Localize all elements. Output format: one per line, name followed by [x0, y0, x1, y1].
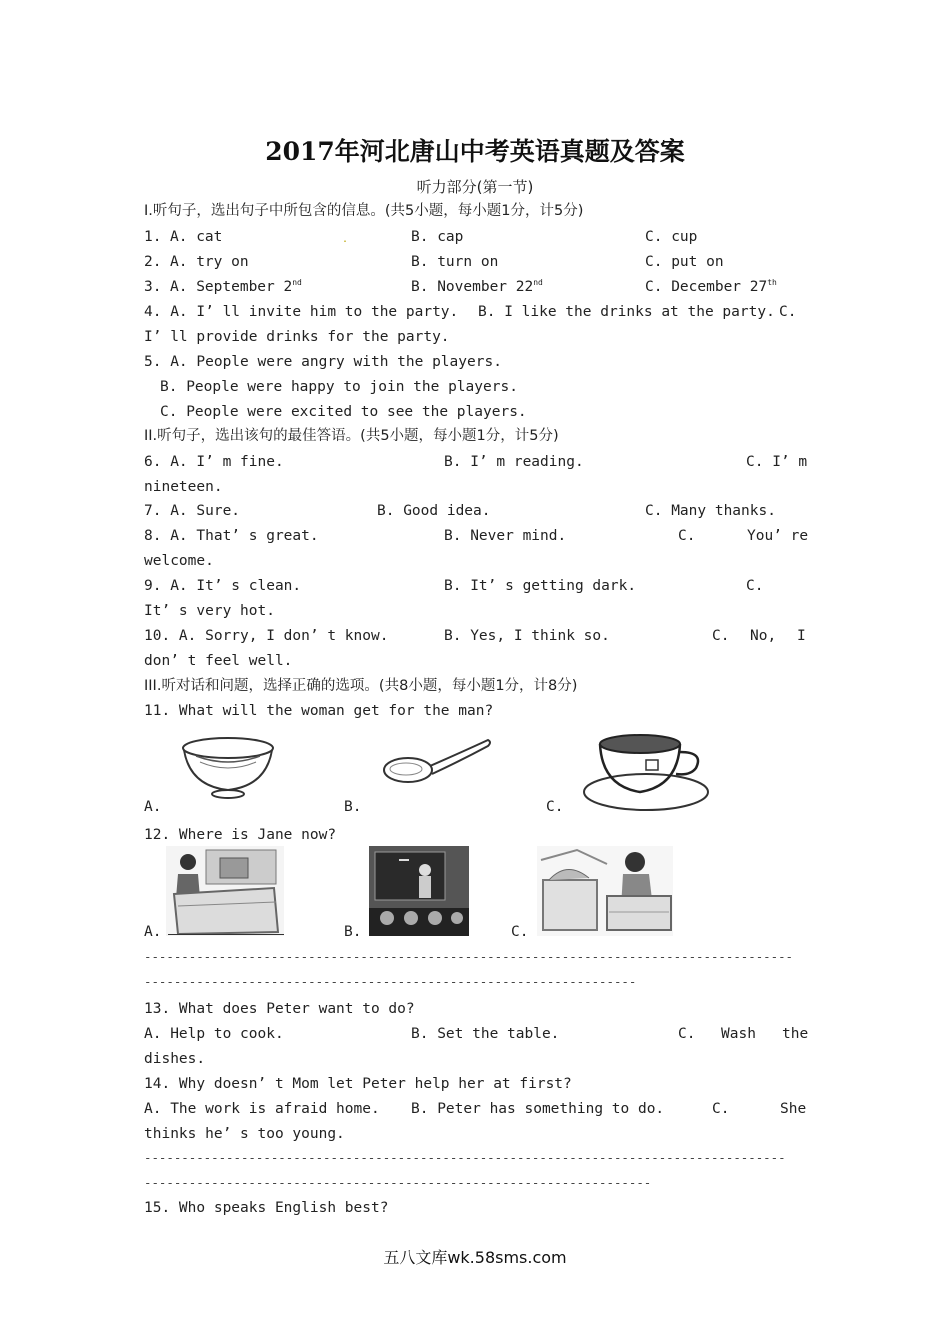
spoon-icon — [382, 736, 494, 786]
q1-option-c: C. cup — [645, 229, 698, 245]
q14-question: 14. Why doesn’ t Mom let Peter help her at first? — [144, 1076, 572, 1092]
bowl-icon — [178, 734, 278, 800]
q14-option-c-cont: thinks he’ s too young. — [144, 1126, 345, 1142]
q13-option-b: B. Set the table. — [411, 1026, 560, 1042]
q11-option-c: C. — [546, 799, 564, 815]
q2-option-b: B. turn on — [411, 254, 499, 270]
q4-option-b: B. I like the drinks at the party. — [478, 304, 775, 320]
q10-option-c-word2: I — [797, 628, 806, 644]
q14-option-c-word1: She — [780, 1101, 807, 1117]
section3-heading: III.听对话和问题，选择正确的选项。(共8小题，每小题1分，计8分) — [144, 678, 578, 694]
q7-option-a: 7. A. Sure. — [144, 503, 241, 519]
q14-option-c-label: C. — [712, 1101, 730, 1117]
q1-number: 1. — [144, 229, 162, 245]
q1-option-a: A. cat — [170, 229, 223, 245]
q13-option-c-word2: the — [782, 1026, 809, 1042]
q5-option-b: B. People were happy to join the players. — [160, 379, 518, 395]
q6-option-b: B. I’ m reading. — [444, 454, 584, 470]
office-desk-icon — [166, 846, 284, 936]
q5-option-a: 5. A. People were angry with the players. — [144, 354, 502, 370]
q3-option-b: B. November 22nd — [411, 278, 543, 295]
q7-option-c: C. Many thanks. — [645, 503, 776, 519]
q3-number: 3. — [144, 279, 162, 295]
q2-option-c: C. put on — [645, 254, 724, 270]
q15-question: 15. Who speaks English best? — [144, 1200, 389, 1216]
q10-option-b: B. Yes, I think so. — [444, 628, 610, 644]
classroom-icon — [369, 846, 469, 936]
q14-option-b: B. Peter has something to do. — [411, 1101, 665, 1117]
q10-option-c-cont: don’ t feel well. — [144, 653, 293, 669]
q13-question: 13. What does Peter want to do? — [144, 1001, 415, 1017]
q11-option-b: B. — [344, 799, 362, 815]
q2-option-a: A. try on — [170, 254, 249, 270]
q9-option-c-label: C. — [746, 578, 764, 594]
q9-option-a: 9. A. It’ s clean. — [144, 578, 302, 594]
q9-option-b: B. It’ s getting dark. — [444, 578, 637, 594]
q12-option-a: A. — [144, 924, 162, 940]
q2-number: 2. — [144, 254, 162, 270]
q12-question: 12. Where is Jane now? — [144, 827, 337, 843]
q7-option-b: B. Good idea. — [377, 503, 491, 519]
dashed-divider: -------------------------------------------------------------------------------------- — [144, 1150, 786, 1165]
dashed-divider: ------------------------------------------------------------------ — [144, 974, 637, 989]
q6-option-c: C. I’ m — [746, 454, 808, 470]
q12-option-b: B. — [344, 924, 362, 940]
q11-question: 11. What will the woman get for the man? — [144, 703, 494, 719]
q10-option-c-word1: No, — [750, 628, 777, 644]
q8-option-b: B. Never mind. — [444, 528, 567, 544]
q3-option-a: A. September 2nd — [170, 278, 302, 295]
q8-option-a: 8. A. That’ s great. — [144, 528, 319, 544]
section2-heading: II.听句子，选出该句的最佳答语。(共5小题，每小题1分，计5分) — [144, 428, 559, 444]
page-title: 2017年河北唐山中考英语真题及答案 — [265, 137, 685, 166]
q5-option-c: C. People were excited to see the players. — [160, 404, 527, 420]
q3-option-c: C. December 27th — [645, 278, 777, 295]
q6-option-a: 6. A. I’ m fine. — [144, 454, 284, 470]
q4-option-c-label: C. — [779, 304, 797, 320]
q12-option-c: C. — [511, 924, 529, 940]
q10-option-a: 10. A. Sorry, I don’ t know. — [144, 628, 389, 644]
dashed-divider: --------------------------------------------------------------------------------------- — [144, 949, 794, 964]
bedroom-icon — [537, 846, 673, 936]
q9-option-c-cont: It’ s very hot. — [144, 603, 275, 619]
q1-option-b: B. cap — [411, 229, 464, 245]
q4-option-c-text: I’ ll provide drinks for the party. — [144, 329, 450, 345]
q6-option-c-cont: nineteen. — [144, 479, 223, 495]
q11-option-a: A. — [144, 799, 162, 815]
q8-option-c-text: You’ re — [747, 528, 809, 544]
q14-option-a: A. The work is afraid home. — [144, 1101, 380, 1117]
scan-speck: . — [342, 234, 349, 245]
q13-option-a: A. Help to cook. — [144, 1026, 284, 1042]
q13-option-c-word1: Wash — [721, 1026, 756, 1042]
q8-option-c-label: C. — [678, 528, 696, 544]
teacup-icon — [578, 728, 714, 814]
footer-watermark: 五八文库wk.58sms.com — [383, 1248, 567, 1267]
section1-heading: I.听句子，选出句子中所包含的信息。(共5小题，每小题1分，计5分) — [144, 203, 584, 219]
q12-a-underline — [168, 934, 284, 935]
q8-option-c-cont: welcome. — [144, 553, 214, 569]
section-subtitle: 听力部分(第一节) — [416, 178, 534, 196]
q13-option-c-cont: dishes. — [144, 1051, 206, 1067]
q13-option-c-label: C. — [678, 1026, 696, 1042]
q10-option-c-label: C. — [712, 628, 730, 644]
dashed-divider: -------------------------------------------------------------------- — [144, 1175, 652, 1190]
q4-option-a: 4. A. I’ ll invite him to the party. — [144, 304, 459, 320]
